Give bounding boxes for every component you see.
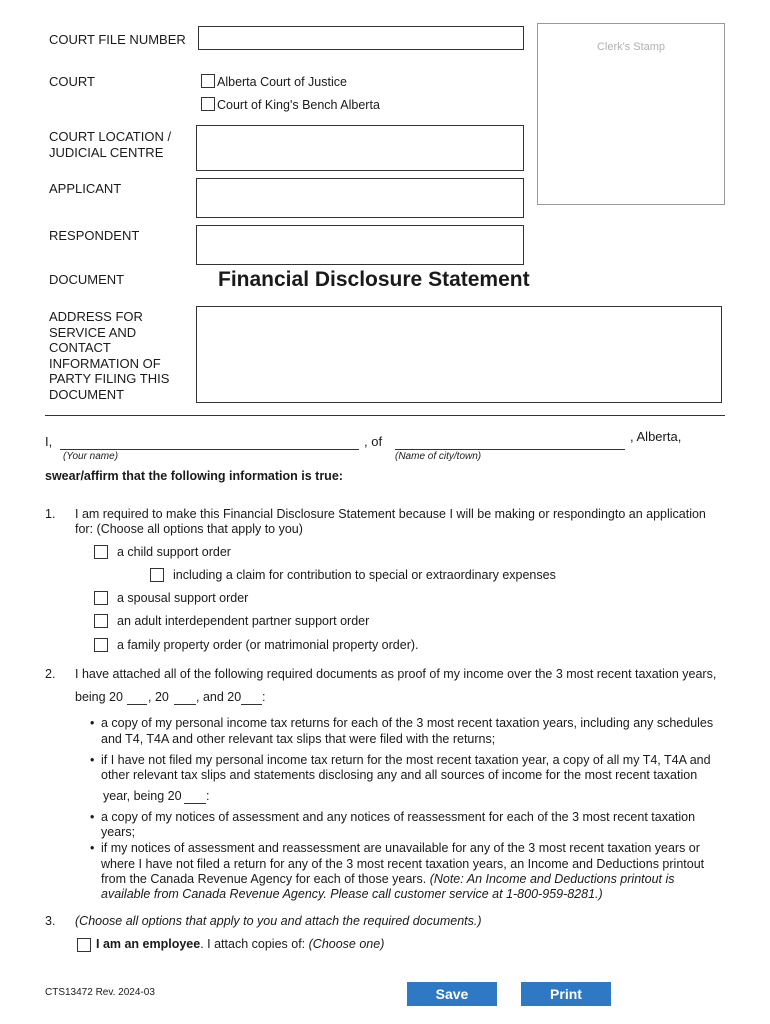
bullet-icon: • — [90, 716, 95, 730]
bullet4-line3 — [101, 872, 675, 888]
document-label: DOCUMENT — [49, 272, 125, 287]
bullet2-line1: if I have not filed my personal income tax return for the most recent taxation year, a copy of all my T4, T4A and — [101, 753, 711, 767]
save-button[interactable]: Save — [407, 982, 497, 1006]
bullet1-line2: and T4, T4A and other relevant tax slips that were filed with the returns; — [101, 732, 496, 746]
bullet2-line3-colon: : — [206, 789, 210, 803]
i-label: I, — [45, 434, 53, 449]
court-file-number-label: COURT FILE NUMBER — [49, 32, 186, 47]
section-3-line1: (Choose all options that apply to you and attach the required documents.) — [75, 914, 482, 928]
option-family-property: a family property order (or matrimonial property order). — [117, 638, 419, 652]
court-location-label-line1: COURT LOCATION / — [49, 129, 172, 144]
year-1-input[interactable] — [127, 690, 147, 705]
document-title: Financial Disclosure Statement — [218, 268, 530, 291]
employee-choose: (Choose one) — [308, 937, 385, 951]
address-label-line: SERVICE AND — [49, 325, 137, 340]
print-button[interactable]: Print — [521, 982, 611, 1006]
address-label-line: INFORMATION OF — [49, 356, 161, 371]
alberta-label: , Alberta, — [630, 429, 682, 444]
address-label-line: ADDRESS FOR — [49, 309, 143, 324]
employee-option — [96, 937, 384, 953]
year-2-input[interactable] — [174, 690, 196, 705]
city-town-input[interactable] — [395, 434, 625, 450]
bullet4-line4: available from Canada Revenue Agency. Please call customer service at 1-800-959-8281.) — [101, 887, 603, 901]
being-label-d: : — [262, 690, 266, 704]
address-input[interactable] — [196, 306, 722, 403]
swear-affirm-text: swear/affirm that the following information is true: — [45, 469, 343, 483]
checkbox-special-expenses[interactable] — [150, 568, 164, 582]
clerk-stamp-box — [537, 23, 725, 205]
clerk-stamp-label: Clerk's Stamp — [596, 41, 666, 53]
bullet-icon: • — [90, 753, 95, 767]
option-child-support: a child support order — [117, 545, 231, 559]
checkbox-court-of-kings-bench[interactable] — [201, 97, 215, 111]
bullet-icon: • — [90, 810, 95, 824]
bullet4-line3-regular: from the Canada Revenue Agency for each of those years. — [101, 872, 427, 886]
section-1-number: 1. — [45, 507, 56, 521]
address-label-line: CONTACT — [49, 340, 111, 355]
bullet3-line2: years; — [101, 825, 136, 839]
bullet4-line1: if my notices of assessment and reassessment are unavailable for any of the 3 most recent taxation years or — [101, 841, 700, 855]
court-file-number-input[interactable] — [198, 26, 524, 50]
bullet2-line2: other relevant tax slips and statements disclosing any and all sources of income for the most recent taxation — [101, 768, 698, 782]
address-label-line: DOCUMENT — [49, 387, 125, 402]
court-location-input[interactable] — [196, 125, 524, 171]
your-name-input[interactable] — [60, 434, 359, 450]
employee-bold: I am an employee — [96, 937, 201, 951]
section-2-number: 2. — [45, 667, 56, 681]
bullet3-line1: a copy of my notices of assessment and any notices of reassessment for each of the 3 most recent taxation — [101, 810, 696, 824]
checkbox-alberta-court-of-justice[interactable] — [201, 74, 215, 88]
header-divider — [45, 415, 725, 416]
being-label-c: , and 20 — [196, 690, 242, 704]
year-3-input[interactable] — [241, 690, 262, 705]
court-label: COURT — [49, 74, 95, 89]
checkbox-employee[interactable] — [77, 938, 91, 952]
address-label-line: PARTY FILING THIS — [49, 371, 170, 386]
checkbox-child-support[interactable] — [94, 545, 108, 559]
checkbox-family-property[interactable] — [94, 638, 108, 652]
form-code: CTS13472 Rev. 2024-03 — [45, 987, 155, 998]
bullet2-line3: year, being 20 — [103, 789, 182, 803]
option-adult-partner-support: an adult interdependent partner support order — [117, 614, 370, 628]
respondent-input[interactable] — [196, 225, 524, 265]
of-label: , of — [364, 434, 383, 449]
applicant-label: APPLICANT — [49, 181, 122, 196]
your-name-hint: (Your name) — [63, 451, 119, 462]
being-label-a: being 20 — [75, 690, 123, 704]
checkbox-spousal-support[interactable] — [94, 591, 108, 605]
recent-year-input[interactable] — [184, 789, 206, 804]
option-special-expenses: including a claim for contribution to special or extraordinary expenses — [173, 568, 556, 582]
applicant-input[interactable] — [196, 178, 524, 218]
section-3-number: 3. — [45, 914, 56, 928]
checkbox-adult-partner-support[interactable] — [94, 614, 108, 628]
respondent-label: RESPONDENT — [49, 228, 140, 243]
being-label-b: , 20 — [148, 690, 169, 704]
city-town-hint: (Name of city/town) — [395, 451, 482, 462]
bullet4-line2: where I have not filed a return for any of the 3 most recent taxation years, an Income and Deductions printout — [101, 857, 705, 871]
court-option-label: Court of King's Bench Alberta — [217, 98, 380, 112]
bullet1-line1: a copy of my personal income tax returns for each of the 3 most recent taxation years, including any schedules — [101, 716, 714, 730]
court-location-label-line2: JUDICIAL CENTRE — [49, 145, 164, 160]
court-option-label: Alberta Court of Justice — [217, 75, 347, 89]
employee-rest: . I attach copies of: — [200, 937, 306, 951]
section-2-line1: I have attached all of the following required documents as proof of my income over the 3 most recent taxation years, — [75, 667, 717, 681]
bullet4-line3-note: (Note: An Income and Deductions printout is — [429, 872, 675, 886]
section-1-line1: I am required to make this Financial Disclosure Statement because I will be making or respondingto an application — [75, 507, 706, 521]
bullet-icon: • — [90, 841, 95, 855]
section-1-line2: for: (Choose all options that apply to you) — [75, 522, 303, 536]
option-spousal-support: a spousal support order — [117, 591, 249, 605]
